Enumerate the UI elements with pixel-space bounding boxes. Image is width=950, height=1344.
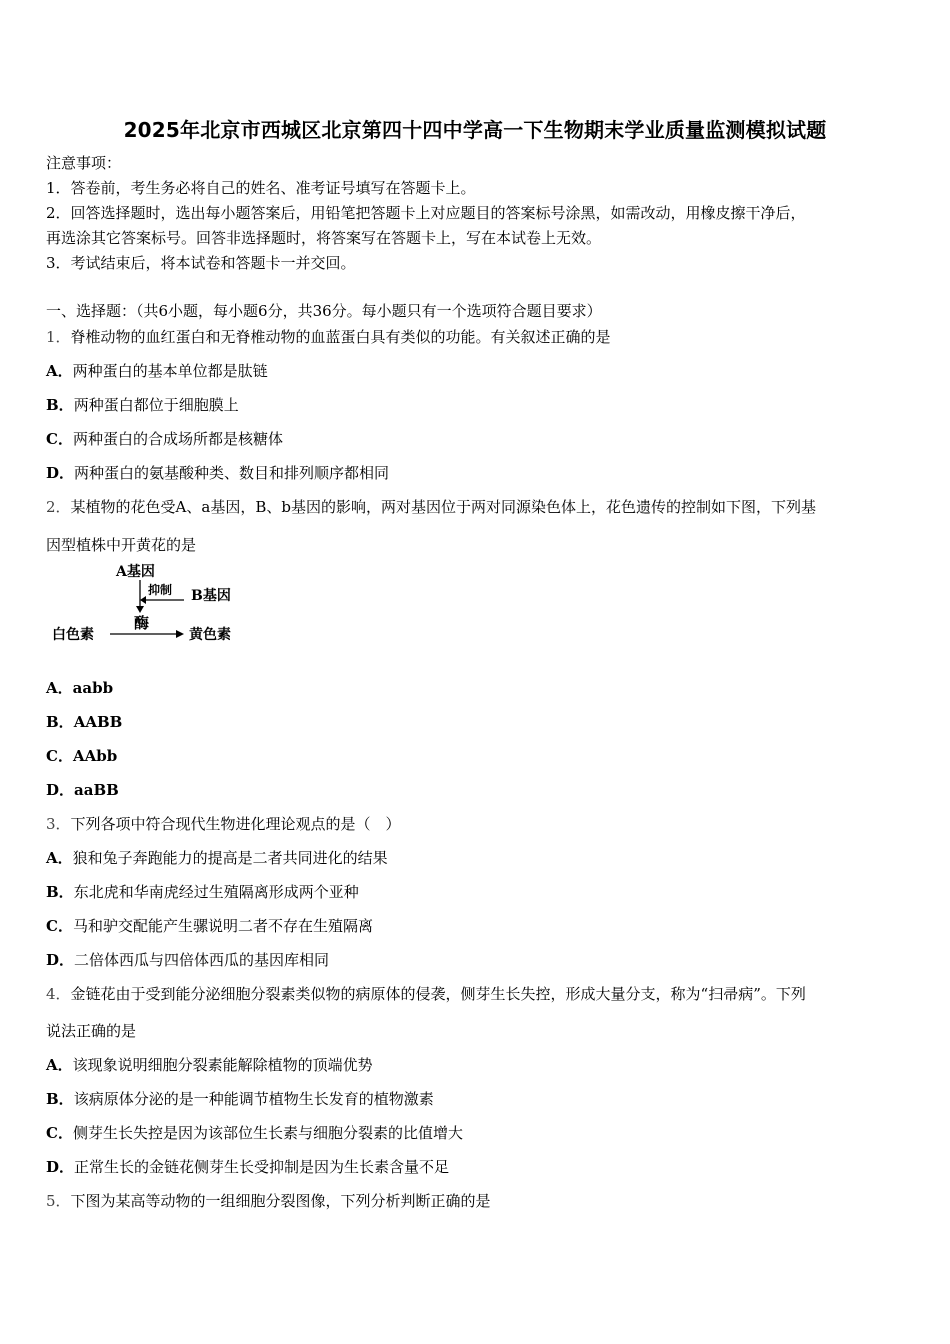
option-item: [46, 677, 113, 698]
b-gene-label: B基因: [191, 588, 231, 604]
question-text: 下图为某高等动物的一组细胞分裂图像，下列分析判断正确的是: [70, 1192, 491, 1210]
option-label: C．: [46, 430, 73, 448]
question-text-continued: 说法正确的是: [46, 1022, 137, 1040]
question-text-continued: 因型植株中开黄花的是: [46, 536, 197, 554]
option-text: 狼和兔子奔跑能力的提高是二者共同进化的结果: [72, 849, 388, 867]
option-text: aabb: [72, 679, 114, 697]
notice-item: 3．考试结束后，将本试卷和答题卡一并交回。: [46, 254, 356, 272]
option-item: [46, 462, 389, 483]
option-item: [46, 881, 359, 902]
option-text: 侧芽生长失控是因为该部位生长素与细胞分裂素的比值增大: [72, 1124, 463, 1142]
yellow-pigment-label: 黄色素: [189, 627, 231, 643]
option-label: A．: [46, 362, 73, 380]
option-item: [46, 745, 117, 766]
option-label: D．: [46, 1158, 75, 1176]
inhibit-arrow-head: [140, 596, 146, 604]
option-item: [46, 949, 329, 970]
option-text: aaBB: [74, 781, 119, 799]
enzyme-label: 酶: [134, 614, 150, 632]
question-text: 下列各项中符合现代生物进化理论观点的是（ ）: [70, 815, 401, 833]
option-text: 两种蛋白的氨基酸种类、数目和排列顺序都相同: [74, 464, 390, 482]
inhibit-label: 抑制: [148, 583, 173, 597]
option-item: [46, 711, 122, 732]
option-label: C．: [46, 1124, 73, 1142]
option-text: 马和驴交配能产生骡说明二者不存在生殖隔离: [72, 917, 373, 935]
question-text: 某植物的花色受A、a基因，B、b基因的影响，两对基因位于两对同源染色体上，花色遗传的控制如下图，下列基: [70, 498, 816, 516]
question-3-stem: [46, 813, 401, 834]
question-1-stem: [46, 326, 611, 347]
white-pigment-label: 白色素: [52, 627, 94, 643]
option-text: 两种蛋白的基本单位都是肽链: [72, 362, 268, 380]
option-item: [46, 1054, 373, 1075]
question-number: 4．: [46, 985, 71, 1003]
option-label: A．: [46, 849, 73, 867]
question-number: 3．: [46, 815, 71, 833]
option-item: [46, 394, 239, 415]
question-text: 脊椎动物的血红蛋白和无脊椎动物的血蓝蛋白具有类似的功能。有关叙述正确的是: [70, 328, 611, 346]
option-text: 东北虎和华南虎经过生殖隔离形成两个亚种: [73, 883, 359, 901]
option-text: AABB: [73, 713, 123, 731]
option-label: B．: [46, 1090, 74, 1108]
question-4-stem: [46, 983, 806, 1004]
option-text: 该病原体分泌的是一种能调节植物生长发育的植物激素: [73, 1090, 434, 1108]
question-number: 2．: [46, 498, 71, 516]
a-gene-label: A基因: [116, 564, 155, 580]
gene-control-diagram: [46, 560, 256, 646]
option-text: 两种蛋白的合成场所都是核糖体: [72, 430, 283, 448]
option-label: C．: [46, 917, 73, 935]
option-label: D．: [46, 951, 75, 969]
notice-item: 2．回答选择题时，选出每小题答案后，用铅笔把答题卡上对应题目的答案标号涂黑，如需改动，用橡皮擦干净后，: [46, 204, 806, 222]
option-item: [46, 847, 388, 868]
option-label: B．: [46, 713, 74, 731]
option-text: 正常生长的金链花侧芽生长受抑制是因为生长素含量不足: [74, 1158, 450, 1176]
page-title: 2025年北京市西城区北京第四十四中学高一下生物期末学业质量监测模拟试题: [123, 118, 827, 142]
option-item: [46, 1156, 449, 1177]
notice-item: 1．答卷前，考生务必将自己的姓名、准考证号填写在答题卡上。: [46, 179, 476, 197]
section-heading: 一、选择题：（共6小题，每小题6分，共36分。每小题只有一个选项符合题目要求）: [46, 302, 602, 320]
question-text: 金链花由于受到能分泌细胞分裂素类似物的病原体的侵袭，侧芽生长失控，形成大量分支，称为“扫帚病”。下列: [70, 985, 806, 1003]
a-gene-arrow-head: [136, 606, 144, 613]
option-label: B．: [46, 396, 74, 414]
option-item: [46, 360, 268, 381]
notice-heading: 注意事项：: [46, 154, 122, 172]
question-5-stem: [46, 1190, 491, 1211]
pigment-arrow-head: [176, 630, 184, 638]
option-item: [46, 1122, 463, 1143]
option-label: B．: [46, 883, 74, 901]
option-text: AAbb: [72, 747, 118, 765]
option-label: D．: [46, 464, 75, 482]
option-item: [46, 1088, 434, 1109]
option-label: A．: [46, 679, 73, 697]
option-text: 二倍体西瓜与四倍体西瓜的基因库相同: [74, 951, 330, 969]
option-label: C．: [46, 747, 73, 765]
option-label: A．: [46, 1056, 73, 1074]
notice-item: 再选涂其它答案标号。回答非选择题时，将答案写在答题卡上，写在本试卷上无效。: [46, 229, 602, 247]
option-text: 两种蛋白都位于细胞膜上: [73, 396, 239, 414]
option-item: [46, 915, 373, 936]
option-item: [46, 428, 283, 449]
option-item: [46, 779, 119, 800]
question-number: 5．: [46, 1192, 71, 1210]
option-label: D．: [46, 781, 75, 799]
question-number: 1．: [46, 328, 71, 346]
option-text: 该现象说明细胞分裂素能解除植物的顶端优势: [72, 1056, 373, 1074]
question-2-stem: [46, 496, 816, 517]
